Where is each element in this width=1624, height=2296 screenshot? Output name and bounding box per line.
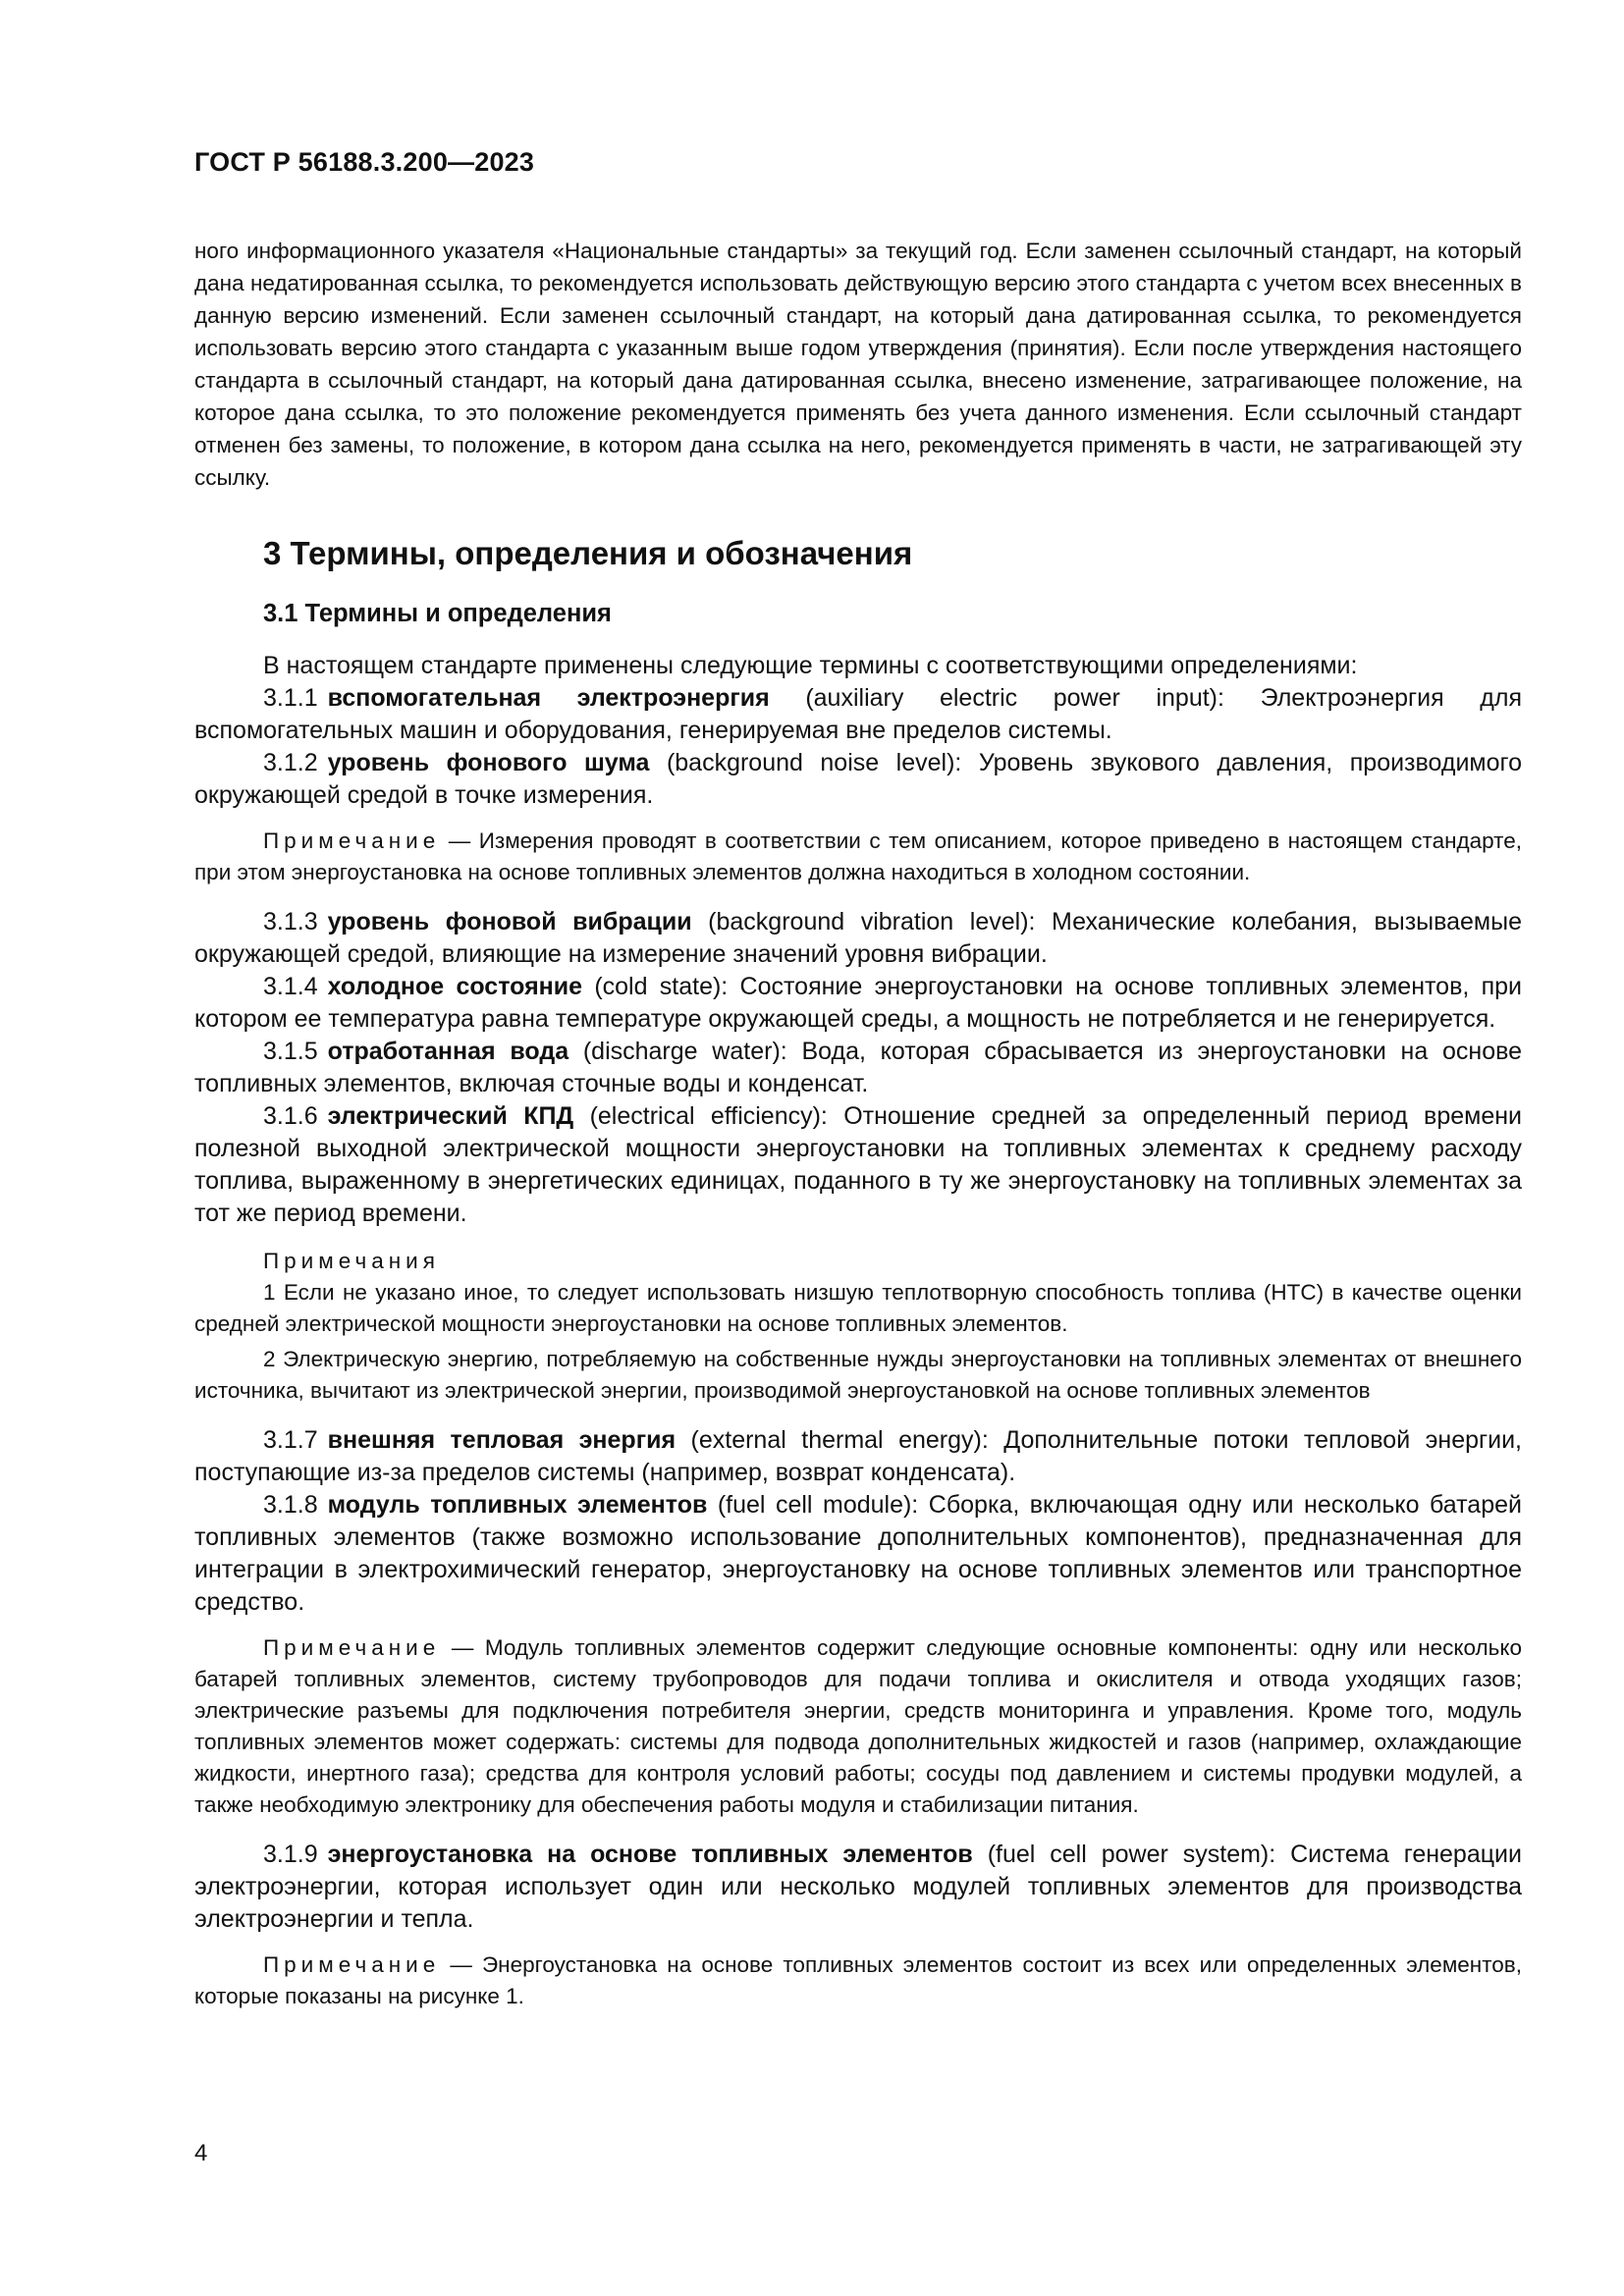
note-text: — Энергоустановка на основе топливных элементов состоит из всех или определенных элементов, которые показаны на рисунке 1. <box>194 1952 1522 2008</box>
term-number: 3.1.7 <box>263 1426 318 1454</box>
term-number: 3.1.4 <box>263 973 318 1000</box>
document-page <box>194 147 1522 2030</box>
note-item-2: 2 Электрическую энергию, потребляемую на собственные нужды энергоустановки на топливных элементах от внешнего источника, вычитают из электрической энергии, производимой энергоустановкой на основе топливных элементов <box>194 1347 1522 1403</box>
document-header: ГОСТ Р 56188.3.200—2023 <box>194 147 535 177</box>
page-number: 4 <box>194 2140 208 2166</box>
term-entry-3-1-7 <box>194 1424 1522 1489</box>
term-number: 3.1.2 <box>263 749 318 776</box>
term-number: 3.1.6 <box>263 1102 318 1130</box>
term-entry-3-1-1 <box>194 682 1522 747</box>
term-number: 3.1.8 <box>263 1491 318 1519</box>
term-entry-3-1-4 <box>194 971 1522 1036</box>
term-name: внешняя тепловая энергия <box>327 1426 677 1454</box>
lead-paragraph: В настоящем стандарте применены следующие термины с соответствующими определениями: <box>263 652 1358 679</box>
term-entry-3-1-3 <box>194 906 1522 971</box>
term-name: вспомогательная электроэнергия <box>327 684 770 712</box>
term-entry-3-1-9 <box>194 1839 1522 1936</box>
term-number: 3.1.1 <box>263 684 318 712</box>
note-label: Примечание <box>263 828 441 853</box>
term-definition: (background vibration level): Механические колебания, вызываемые окружающей средой, влияющие на измерение значений уровня вибрации. <box>194 908 1522 968</box>
term-definition: (electrical efficiency): Отношение средней за определенный период времени полезной выходной электрической мощности энергоустановки на топливных элементах к среднему расходу топлива, выраженному в энергетических единицах, поданного в ту же энергоустановку на топливных элементах за тот же период времени. <box>194 1102 1523 1227</box>
note-text: — Измерения проводят в соответствии с тем описанием, которое приведено в настоящем стандарте, при этом энергоустановка на основе топливных элементов должна находиться в холодном состоянии. <box>194 828 1522 884</box>
section-title: 3 Термины, определения и обозначения <box>263 535 913 571</box>
term-name: холодное состояние <box>327 973 583 1000</box>
note-label: Примечание <box>263 1952 441 1977</box>
term-name: энергоустановка на основе топливных элементов <box>327 1841 973 1868</box>
note-3-1-2 <box>194 826 1522 888</box>
term-name: модуль топливных элементов <box>327 1491 708 1519</box>
term-definition: (background noise level): Уровень звукового давления, производимого окружающей средой в точке измерения. <box>194 749 1522 809</box>
term-definition: (fuel cell power system): Система генерации электроэнергии, которая использует один или несколько модулей топливных элементов для производства электроэнергии и тепла. <box>194 1841 1522 1933</box>
term-name: отработанная вода <box>327 1038 569 1065</box>
term-number: 3.1.3 <box>263 908 318 935</box>
note-3-1-9 <box>194 1949 1522 2012</box>
term-number: 3.1.9 <box>263 1841 318 1868</box>
term-entry-3-1-6 <box>194 1100 1522 1230</box>
term-entry-3-1-5 <box>194 1036 1522 1100</box>
term-entry-3-1-2 <box>194 747 1522 812</box>
term-name: уровень фонового шума <box>327 749 650 776</box>
notes-label: Примечания <box>263 1249 440 1273</box>
intro-paragraph: ного информационного указателя «Национальные стандарты» за текущий год. Если заменен ссылочный стандарт, на который дана недатированная ссылка, то рекомендуется использовать действующую версию этого стандарта с учетом всех внесенных в данную версию изменений. Если заменен ссылочный стандарт, на который дана датированная ссылка, то рекомендуется использовать версию этого стандарта с указанным выше годом утверждения (принятия). Если после утверждения настоящего стандарта в ссылочный стандарт, на который дана датированная ссылка, внесено изменение, затрагивающее положение, на которое дана ссылка, то это положение рекомендуется применять без учета данного изменения. Если ссылочный стандарт отменен без замены, то положение, в котором дана ссылка на него, рекомендуется применять в части, не затрагивающей эту ссылку. <box>194 239 1522 490</box>
note-item-1: 1 Если не указано иное, то следует использовать низшую теплотворную способность топлива (НТС) в качестве оценки средней электрической мощности энергоустановки на основе топливных элементов. <box>194 1280 1522 1336</box>
subsection-title: 3.1 Термины и определения <box>263 600 612 627</box>
term-number: 3.1.5 <box>263 1038 318 1065</box>
note-3-1-8 <box>194 1632 1522 1821</box>
term-definition: (discharge water): Вода, которая сбрасывается из энергоустановки на основе топливных элементов, включая сточные воды и конденсат. <box>194 1038 1523 1097</box>
notes-3-1-6 <box>194 1246 1522 1407</box>
term-definition: (auxiliary electric power input): Электроэнергия для вспомогательных машин и оборудования, генерируемая вне пределов системы. <box>194 684 1522 744</box>
term-definition: (fuel cell module): Сборка, включающая одну или несколько батарей топливных элементов (также возможно использование дополнительных компонентов), предназначенная для интеграции в электрохимический генератор, энергоустановку на основе топливных элементов или транспортное средство. <box>194 1491 1522 1616</box>
term-name: уровень фоновой вибрации <box>327 908 692 935</box>
term-name: электрический КПД <box>327 1102 574 1130</box>
note-text: — Модуль топливных элементов содержит следующие основные компоненты: одну или несколько батарей топливных элементов, систему трубопроводов для подачи топлива и окислителя и отвода уходящих газов; электрические разъемы для подключения потребителя энергии, средств мониторинга и управления. Кроме того, модуль топливных элементов может содержать: системы для подвода дополнительных жидкостей и газов (например, охлаждающие жидкости, инертного газа); средства для контроля условий работы; сосуды под давлением и системы продувки модулей, а также необходимую электронику для обеспечения работы модуля и стабилизации питания. <box>194 1635 1522 1817</box>
term-definition: (cold state): Состояние энергоустановки на основе топливных элементов, при котором ее температура равна температуре окружающей среды, а мощность не потребляется и не генерируется. <box>194 973 1522 1033</box>
note-label: Примечание <box>263 1635 441 1660</box>
term-definition: (external thermal energy): Дополнительные потоки тепловой энергии, поступающие из-за пределов системы (например, возврат конденсата). <box>194 1426 1522 1486</box>
term-entry-3-1-8 <box>194 1489 1522 1619</box>
